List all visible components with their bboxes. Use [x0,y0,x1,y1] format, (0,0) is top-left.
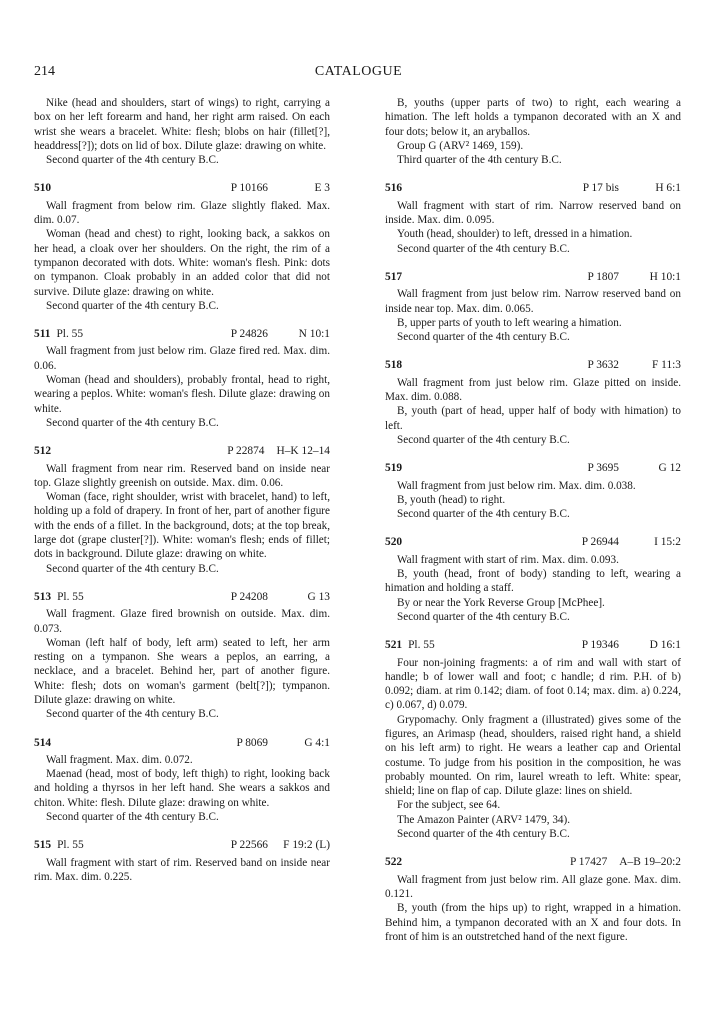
page-number: 214 [34,64,55,79]
grid-location: H 10:1 [649,270,681,283]
grid-location: H–K 12–14 [276,445,330,458]
entry-paragraph: Wall fragment from below rim. Glaze slightly flaked. Max. dim. 0.07. [34,199,330,227]
entry-number: 512 [34,445,52,458]
grid-location: I 15:2 [654,536,681,549]
catalogue-entry [385,855,681,944]
inventory-number: P 1807 [587,270,619,283]
entry-paragraph: Third quarter of the 4th century B.C. [397,154,562,167]
catalogue-entry [34,590,330,722]
inventory-number: P 8069 [236,736,268,749]
entry-paragraph: Wall fragment from just below rim. Glaze fired red. Max. dim. 0.06. [34,345,330,372]
entry-number: 513 [34,590,52,603]
entry-paragraph: B, youths (upper parts of two) to right, each wearing a himation. The left holds a tympanon decorated with an X and four dots; below it, an aryballos. [385,97,681,138]
inventory-number: P 17427 [570,856,608,869]
entry-number: 515 [34,839,52,852]
entry-heading [34,444,330,458]
plate-reference: Pl. 55 [57,839,84,852]
entry-paragraph: Woman (head and chest) to right, looking back, a sakkos on her head, a cloak over her shoulders. On the right, the rim of a tympanon decorated with dots. White: woman's flesh. Pink: dots on tympanon. Cloak probably in an added color that did not survive. Dilute glaze: drawing on white. [34,228,330,298]
entry-paragraph: Wall fragment with start of rim. Reserved band on inside near rim. Max. dim. 0.225. [34,856,330,883]
entry-heading [385,638,681,652]
right-column [385,96,681,958]
page-header [34,64,683,82]
entry-heading [34,327,330,341]
entry-paragraph: Woman (head and shoulders), probably frontal, head to right, wearing a peplos. White: woman's flesh. Dilute glaze: drawing on white. [34,374,330,415]
plate-reference: Pl. 55 [408,639,435,652]
entry-continuation [385,96,681,167]
entry-paragraph: Second quarter of the 4th century B.C. [397,242,570,255]
catalogue-entry [385,461,681,521]
entry-paragraph: Second quarter of the 4th century B.C. [397,331,570,344]
catalogue-entry [34,327,330,430]
entry-number: 510 [34,182,52,195]
inventory-number: P 17 bis [582,182,619,195]
entry-paragraph: B, youth (head) to right. [397,493,506,506]
catalogue-entry [34,444,330,576]
inventory-number: P 24826 [230,328,268,341]
inventory-number: P 19346 [581,639,619,652]
entry-number: 521 [385,639,403,652]
entry-paragraph: Wall fragment from just below rim. All glaze gone. Max. dim. 0.121. [385,873,681,900]
entry-number: 520 [385,536,403,549]
entry-paragraph: Second quarter of the 4th century B.C. [397,508,570,521]
grid-location: F 11:3 [651,359,681,372]
entry-paragraph: Wall fragment from near rim. Reserved band on inside near top. Glaze slightly greenish on outside. Max. dim. 0.06. [34,462,330,489]
entry-paragraph: Group G (ARV² 1469, 159). [397,139,524,152]
entry-paragraph: Second quarter of the 4th century B.C. [46,416,219,429]
entry-paragraph: Wall fragment from just below rim. Max. dim. 0.038. [397,479,636,492]
catalogue-entry [385,181,681,255]
entry-paragraph: Second quarter of the 4th century B.C. [397,610,570,623]
entry-number: 518 [385,359,403,372]
entry-paragraph: Wall fragment from just below rim. Narrow reserved band on inside near top. Max. dim. 0.065. [385,288,681,315]
grid-location: E 3 [314,182,330,195]
entry-paragraph: Wall fragment with start of rim. Narrow reserved band on inside. Max. dim. 0.095. [385,199,681,227]
entry-paragraph: The Amazon Painter (ARV² 1479, 34). [397,813,571,826]
entry-paragraph: B, youth (head, front of body) standing to left, wearing a himation and holding a staff. [385,568,681,595]
entry-number: 511 [34,328,51,341]
entry-paragraph: For the subject, see 64. [397,799,501,812]
left-column [34,96,330,898]
entry-paragraph: Wall fragment. Max. dim. 0.072. [46,753,193,766]
entry-paragraph: Second quarter of the 4th century B.C. [397,433,570,446]
grid-location: H 6:1 [655,182,681,195]
catalogue-entry [34,181,330,313]
entry-heading [34,181,330,195]
entry-number: 517 [385,270,403,283]
entry-continuation [34,96,330,167]
entry-paragraph: Maenad (head, most of body, left thigh) to right, looking back and holding a thyrsos in her left hand. She wears a sakkos and chiton. White: flesh. Dilute glaze: drawing on white. [34,768,330,809]
entry-heading [385,181,681,195]
grid-location: G 4:1 [304,736,330,749]
entry-heading [385,358,681,372]
entry-paragraph: Four non-joining fragments: a of rim and wall with start of handle; b of lower wall and foot; c handle; d rim. P.H. of b) 0.092; diam. at rim 0.142; diam. of foot 0.14; max. dim. a) 0.224, c) 0.067, d) 0.079. [385,656,681,712]
entry-paragraph: Second quarter of the 4th century B.C. [46,811,219,824]
catalogue-entry [385,535,681,624]
entry-heading [385,461,681,475]
grid-location: N 10:1 [298,328,330,341]
catalogue-entry [385,270,681,344]
grid-location: A–B 19–20:2 [619,856,681,869]
entry-heading [385,855,681,869]
catalogue-entry [34,736,330,825]
entry-paragraph: Youth (head, shoulder) to left, dressed in a himation. [397,228,633,241]
entry-paragraph: Wall fragment from just below rim. Glaze pitted on inside. Max. dim. 0.088. [385,376,681,404]
catalogue-entry [385,358,681,447]
entry-heading [385,535,681,549]
entry-heading [385,270,681,284]
entry-paragraph: B, youth (from the hips up) to right, wrapped in a himation. Behind him, a tympanon decorated with an X and four dots. In front of him is an outstretched hand of the next figure. [385,902,681,943]
entry-paragraph: B, upper parts of youth to left wearing a himation. [397,316,622,329]
grid-location: F 19:2 (L) [283,839,330,852]
entry-number: 519 [385,462,403,475]
catalogue-entry [34,838,330,884]
grid-location: D 16:1 [649,639,681,652]
inventory-number: P 3695 [587,462,619,475]
entry-heading [34,838,330,852]
entry-paragraph: Second quarter of the 4th century B.C. [46,708,219,721]
entry-paragraph: Wall fragment. Glaze fired brownish on outside. Max. dim. 0.073. [34,608,330,635]
inventory-number: P 24208 [230,590,268,603]
entry-paragraph: Grypomachy. Only fragment a (illustrated) gives some of the figures, an Arimasp (head, shoulders, raised right hand, a shield on his left arm) to right. He wears a leather cap and Oriental costume. To judge from his position in the composition, he was probably mounted. On rim, laurel wreath to left. White: spear, shield; line on flap of cap. Dilute glaze: lines on shield. [385,713,681,798]
entry-number: 514 [34,736,52,749]
entry-paragraph: Woman (face, right shoulder, wrist with bracelet, hand) to left, holding up a fold of drapery. In front of her, part of another figure with the ends of a fillet. In the background, dots; at the top break, large dot (grape cluster[?]). White: woman's flesh; ends of fillet; dots in background. Dilute glaze: drawing on white. [34,491,330,561]
entry-paragraph: Wall fragment with start of rim. Max. dim. 0.093. [397,553,619,566]
entry-paragraph: Nike (head and shoulders, start of wings) to right, carrying a box on her left forearm and hand, her right arm raised. On each wrist she wears a bracelet. White: flesh; blobs on hair (fillet[?], headdress[?]); dots on lid of box. Dilute glaze: drawing on white. [34,97,330,152]
inventory-number: P 26944 [581,536,619,549]
entry-paragraph: By or near the York Reverse Group [McPhee]. [397,596,605,609]
inventory-number: P 22566 [230,839,268,852]
entry-heading [34,590,330,604]
inventory-number: P 22874 [227,445,265,458]
inventory-number: P 3632 [587,359,619,372]
entry-paragraph: Second quarter of the 4th century B.C. [397,828,570,841]
entry-number: 522 [385,856,403,869]
grid-location: G 12 [658,462,681,475]
entry-paragraph: Second quarter of the 4th century B.C. [46,154,219,167]
plate-reference: Pl. 55 [56,328,84,341]
running-title: CATALOGUE [314,64,403,79]
entry-paragraph: Second quarter of the 4th century B.C. [46,562,219,575]
entry-number: 516 [385,182,403,195]
entry-paragraph: Second quarter of the 4th century B.C. [46,299,219,312]
catalogue-entry [385,638,681,841]
entry-paragraph: B, youth (part of head, upper half of body with himation) to left. [385,405,681,432]
plate-reference: Pl. 55 [57,590,84,603]
inventory-number: P 10166 [230,182,268,195]
entry-heading [34,736,330,750]
entry-paragraph: Woman (left half of body, left arm) seated to left, her arm resting on a tympanon. She wears a peplos, an earring, a necklace, and a bracelet. Behind her, part of another figure. White: flesh; dots on woman's garment (belt[?]); tympanon. Dilute glaze: drawing on white. [34,636,330,706]
grid-location: G 13 [307,590,330,603]
